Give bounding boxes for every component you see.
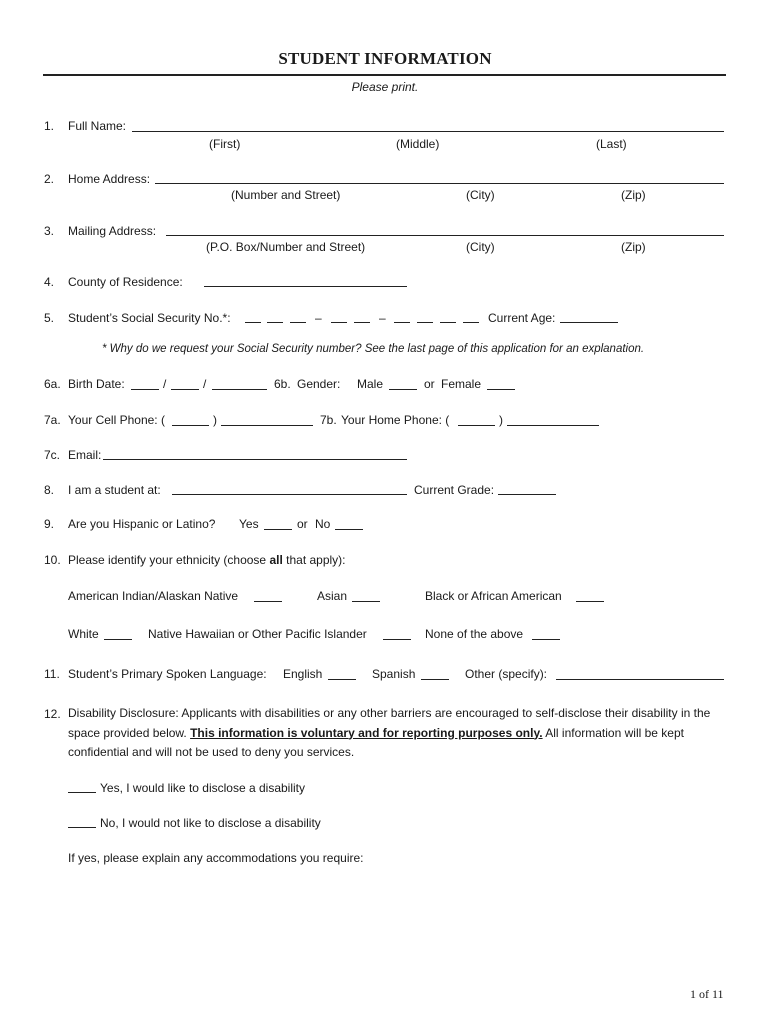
disability-number: 12.: [44, 707, 61, 721]
option-none: None of the above: [425, 627, 524, 641]
question-number: 7c.: [44, 448, 61, 462]
birth-day-field[interactable]: [171, 388, 199, 390]
question-number: 11.: [44, 667, 60, 681]
or-label: or: [424, 377, 435, 391]
disclose-yes-label: Yes, I would like to disclose a disability: [100, 781, 305, 795]
email-label: Email:: [68, 448, 102, 462]
middle-name-caption: (Middle): [396, 137, 440, 151]
county-field[interactable]: [204, 285, 407, 287]
ssn-dash: –: [379, 311, 386, 325]
home-phone-number: 7b.: [320, 413, 337, 427]
option-white: White: [68, 627, 99, 641]
close-paren: ): [499, 413, 503, 427]
email-field[interactable]: [103, 458, 407, 460]
ssn-digit-9[interactable]: [463, 321, 479, 323]
question-number: 2.: [44, 172, 55, 186]
city-caption: (City): [466, 240, 495, 254]
yes-label: Yes: [239, 517, 259, 531]
question-number: 6a.: [44, 377, 61, 391]
cell-phone-field[interactable]: [221, 424, 313, 426]
option-black: Black or African American: [425, 589, 562, 603]
po-box-caption: (P.O. Box/Number and Street): [206, 240, 366, 254]
county-label: County of Residence:: [68, 275, 183, 289]
disclose-no-field[interactable]: [68, 826, 96, 828]
mailing-address-field[interactable]: [166, 234, 724, 236]
option-hawaiian: Native Hawaiian or Other Pacific Islander: [148, 627, 367, 641]
current-grade-field[interactable]: [498, 493, 556, 495]
birth-year-field[interactable]: [212, 388, 267, 390]
ssn-digit-4[interactable]: [331, 321, 347, 323]
birth-date-label: Birth Date:: [68, 377, 125, 391]
page-subtitle: Please print.: [351, 80, 419, 94]
disclose-yes-field[interactable]: [68, 791, 96, 793]
ssn-digit-8[interactable]: [440, 321, 456, 323]
ssn-digit-1[interactable]: [245, 321, 261, 323]
other-label: Other (specify):: [465, 667, 548, 681]
question-number: 8.: [44, 483, 55, 497]
language-label: Student’s Primary Spoken Language:: [68, 667, 267, 681]
question-number: 3.: [44, 224, 55, 238]
home-area-code-field[interactable]: [458, 424, 495, 426]
home-phone-label: Your Home Phone: (: [341, 413, 450, 427]
current-grade-label: Current Grade:: [414, 483, 495, 497]
spanish-label: Spanish: [372, 667, 416, 681]
disclose-no-label: No, I would not like to disclose a disability: [100, 816, 321, 830]
black-field[interactable]: [576, 600, 604, 602]
page-number: 1 of 11: [690, 987, 724, 1001]
ssn-digit-5[interactable]: [354, 321, 370, 323]
ssn-digit-7[interactable]: [417, 321, 433, 323]
date-slash: /: [163, 377, 167, 391]
mailing-address-label: Mailing Address:: [68, 224, 157, 238]
ssn-label: Student’s Social Security No.*:: [68, 311, 231, 325]
hispanic-label: Are you Hispanic or Latino?: [68, 517, 216, 531]
ssn-digit-2[interactable]: [267, 321, 283, 323]
option-american-indian: American Indian/Alaskan Native: [68, 589, 239, 603]
school-field[interactable]: [172, 493, 407, 495]
hispanic-no-field[interactable]: [335, 528, 363, 530]
none-field[interactable]: [532, 638, 560, 640]
home-address-field[interactable]: [155, 182, 724, 184]
close-paren: ): [213, 413, 217, 427]
street-caption: (Number and Street): [231, 188, 341, 202]
female-field[interactable]: [487, 388, 515, 390]
other-language-field[interactable]: [556, 678, 724, 680]
hawaiian-field[interactable]: [383, 638, 411, 640]
ethnicity-label: Please identify your ethnicity (choose all that apply):: [68, 553, 346, 567]
ssn-note: * Why do we request your Social Security number? See the last page of this application for an explanation.: [102, 343, 645, 355]
gender-label: Gender:: [297, 377, 341, 391]
english-field[interactable]: [328, 678, 356, 680]
question-number: 1.: [44, 119, 55, 133]
spanish-field[interactable]: [421, 678, 449, 680]
accommodations-area[interactable]: [68, 872, 724, 972]
page-title: STUDENT INFORMATION: [278, 49, 492, 68]
full-name-field[interactable]: [132, 130, 724, 132]
question-number: 4.: [44, 275, 55, 289]
ssn-digit-6[interactable]: [394, 321, 410, 323]
disability-paragraph: Disability Disclosure: Applicants with disabilities or any other barriers are encouraged to self-disclose their disability in the space provided below. This information is voluntary and for reporting purposes only. All information will be kept confidential and will not be used to deny you services.: [68, 706, 711, 759]
zip-caption: (Zip): [621, 240, 646, 254]
voluntary-notice: This information is voluntary and for reporting purposes only.: [190, 725, 543, 740]
question-number: 9.: [44, 517, 55, 531]
school-label: I am a student at:: [68, 483, 161, 497]
zip-caption: (Zip): [621, 188, 646, 202]
cell-area-code-field[interactable]: [172, 424, 209, 426]
american-indian-field[interactable]: [254, 600, 282, 602]
last-name-caption: (Last): [596, 137, 627, 151]
cell-phone-label: Your Cell Phone: (: [68, 413, 165, 427]
male-field[interactable]: [389, 388, 417, 390]
accommodations-prompt: If yes, please explain any accommodations you require:: [68, 851, 364, 865]
date-slash: /: [203, 377, 207, 391]
full-name-label: Full Name:: [68, 119, 127, 133]
title-rule: [43, 74, 726, 76]
male-label: Male: [357, 377, 384, 391]
hispanic-yes-field[interactable]: [264, 528, 292, 530]
question-number: 7a.: [44, 413, 61, 427]
ssn-dash: –: [315, 311, 322, 325]
birth-month-field[interactable]: [131, 388, 159, 390]
question-number: 10.: [44, 553, 61, 567]
current-age-label: Current Age:: [488, 311, 556, 325]
or-label: or: [297, 517, 308, 531]
female-label: Female: [441, 377, 482, 391]
first-name-caption: (First): [209, 137, 241, 151]
white-field[interactable]: [104, 638, 132, 640]
ssn-digit-3[interactable]: [290, 321, 306, 323]
english-label: English: [283, 667, 323, 681]
question-number: 5.: [44, 311, 55, 325]
no-label: No: [315, 517, 331, 531]
asian-field[interactable]: [352, 600, 380, 602]
gender-number: 6b.: [274, 377, 291, 391]
option-asian: Asian: [317, 589, 348, 603]
home-address-label: Home Address:: [68, 172, 151, 186]
city-caption: (City): [466, 188, 495, 202]
current-age-field[interactable]: [560, 321, 618, 323]
home-phone-field[interactable]: [507, 424, 599, 426]
